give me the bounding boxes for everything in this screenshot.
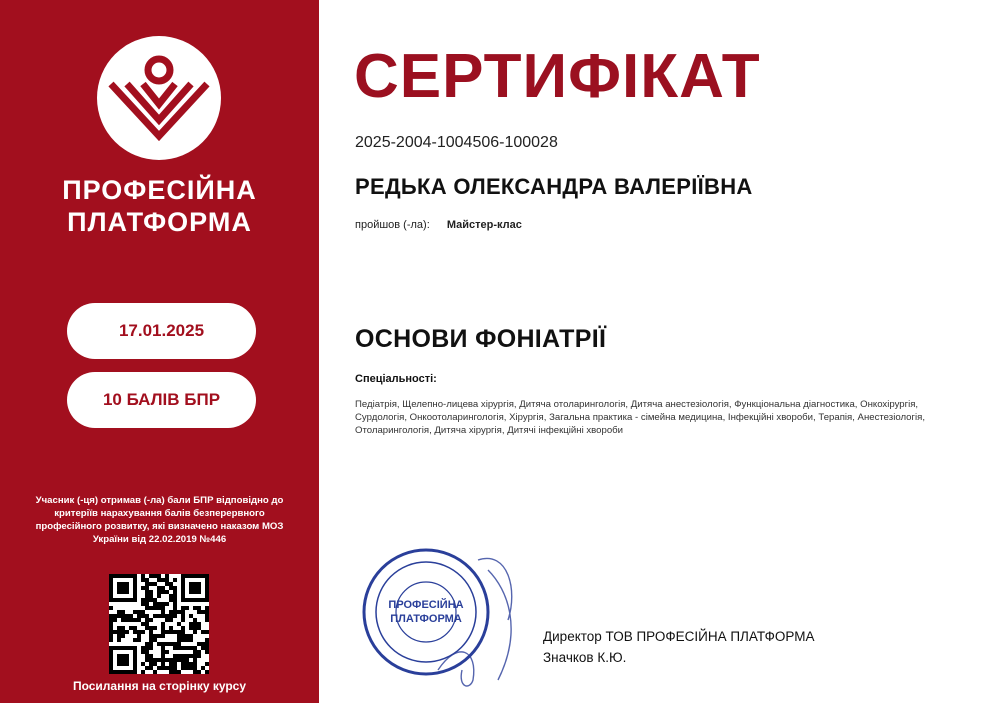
passed-type: Майстер-клас	[446, 219, 522, 231]
brand-line-1: ПРОФЕСІЙНА	[62, 175, 257, 205]
svg-text:ПЛАТФОРМА: ПЛАТФОРМА	[390, 613, 462, 625]
passed-row	[355, 219, 522, 231]
specialties-list: Педіатрія, Щелепно-лицева хірургія, Дитяча отоларингологія, Дитяча анестезіологія, Функціональна діагностика, Онкохірургія, Сурдологія, Онкоотоларингологія, Хірургія, Загальна практика - сімейна медицина, Інфекційні хвороби, Терапія, Анестезіологія, Отоларингологія, Дитяча хірургія, Дитячі інфекційні хвороби	[355, 399, 925, 436]
points-value: 10 БАЛІВ БПР	[102, 390, 221, 409]
cpd-notice: Учасник (-ця) отримав (-ла) бали БПР відповідно до критеріїв нарахування балів безперервного професійного розвитку, які визначено наказом МОЗ України від 22.02.2019 №446	[35, 495, 284, 545]
points-badge	[67, 372, 256, 428]
recipient-name: РЕДЬКА ОЛЕКСАНДРА ВАЛЕРІЇВНА	[355, 174, 753, 199]
signature-block	[543, 626, 815, 668]
sidebar-panel	[0, 0, 319, 703]
specialties-label: Спеціальності:	[355, 373, 437, 385]
svg-text:ПРОФЕСІЙНА: ПРОФЕСІЙНА	[388, 599, 464, 611]
qr-caption: Посилання на сторінку курсу	[72, 679, 247, 693]
certificate-title: СЕРТИФІКАТ	[354, 42, 761, 111]
passed-label: пройшов (-ла):	[355, 219, 430, 231]
logo-icon	[97, 36, 221, 160]
director-name: Значков К.Ю.	[543, 650, 627, 665]
qr-code-icon[interactable]	[109, 574, 209, 674]
stamp-seal-icon	[358, 530, 528, 695]
director-title: Директор ТОВ ПРОФЕСІЙНА ПЛАТФОРМА	[543, 629, 815, 644]
date-badge	[67, 303, 256, 359]
certificate-number: 2025-2004-1004506-100028	[355, 134, 558, 151]
date-value: 17.01.2025	[118, 321, 205, 340]
brand-line-2: ПЛАТФОРМА	[67, 207, 252, 237]
course-title: ОСНОВИ ФОНІАТРІЇ	[355, 325, 607, 353]
